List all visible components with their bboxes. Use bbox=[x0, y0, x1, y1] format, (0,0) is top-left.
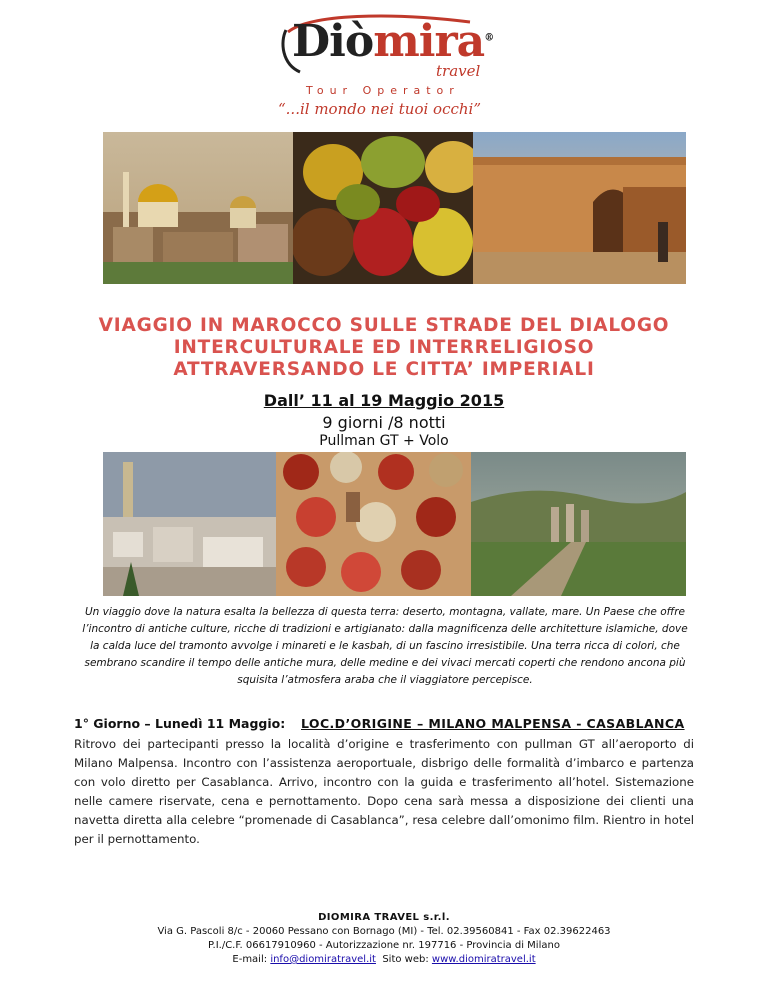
trip-intro: Un viaggio dove la natura esalta la bellezza di questa terra: deserto, montagna, vallate, mare. Un Paese che offre l’incontro di antiche culture, ricche di tradizioni e artigianato: dalla magnificenza delle architetture islamiche, dove la calda luce del tramonto avvolge i minareti e le kasbah, di un fascino irresistibile. Una terra ricca di colori, che sembrano scandire il tempo delle antiche mura, delle medine e dei vivaci mercati coperti che rendono ancona più squisita l’atmosfera araba che il viaggiatore percepisce. bbox=[82, 606, 688, 686]
footer-web-link[interactable]: www.diomiratravel.it bbox=[431, 954, 536, 965]
logo-wordmark bbox=[292, 16, 493, 67]
registered-mark: ® bbox=[484, 32, 494, 44]
day-1-description: Ritrovo dei partecipanti presso la località d’origine e trasferimento con pullman GT all’aeroporto di Milano Malpensa. Incontro con l’assistenza aeroportuale, disbrigo delle formalità d’imbarco e partenza con volo diretto per Casablanca. Arrivo, incontro con la guida e trasferimento all’hotel. Sistemazione nelle camere riservate, cena e pernottamento. Dopo cena sarà messa a disposizione dei clienti una navetta diretta alla celebre “promenade di Casablanca”, resa celebre dall’omonimo film. Rientro in hotel per il pernottamento. bbox=[74, 737, 694, 846]
day-1-label: 1° Giorno – Lunedì 11 Maggio: bbox=[74, 716, 286, 731]
footer-legal: P.I./C.F. 06617910960 - Autorizzazione nr. 197716 - Provincia di Milano bbox=[208, 940, 560, 951]
photo-strip-top bbox=[103, 132, 686, 284]
trip-title bbox=[60, 315, 708, 381]
logo-wordmark-part1: Diò bbox=[292, 16, 374, 67]
photo-city-skyline bbox=[103, 132, 293, 284]
footer-company-name: DIOMIRA TRAVEL s.r.l. bbox=[318, 912, 450, 923]
trip-title-line-1: VIAGGIO IN MAROCCO SULLE STRADE DEL DIALOGO bbox=[98, 315, 670, 336]
footer-address: Via G. Pascoli 8/c - 20060 Pessano con Bornago (MI) - Tel. 02.39560841 - Fax 02.39622463 bbox=[157, 926, 611, 937]
photo-volubilis-ruins bbox=[471, 452, 686, 596]
photo-market-olives bbox=[293, 132, 473, 284]
company-logo bbox=[270, 12, 500, 120]
photo-gate-sunset bbox=[473, 132, 686, 284]
trip-transport: Pullman GT + Volo bbox=[319, 433, 449, 449]
trip-title-line-2: INTERCULTURALE ED INTERRELIGIOSO bbox=[173, 337, 595, 358]
day-1-route: LOC.D’ORIGINE – MILANO MALPENSA - CASABLANCA bbox=[301, 716, 685, 731]
photo-fez-tanneries bbox=[276, 452, 471, 596]
trip-duration: 9 giorni /8 notti bbox=[322, 413, 446, 432]
company-footer bbox=[0, 911, 768, 967]
day-1-header bbox=[74, 716, 694, 736]
photo-strip-middle bbox=[103, 452, 686, 596]
footer-email-label: E-mail: bbox=[232, 954, 268, 965]
logo-travel: travel bbox=[436, 62, 481, 80]
logo-tour-operator: Tour Operator bbox=[306, 84, 460, 97]
trip-title-line-3: ATTRAVERSANDO LE CITTA’ IMPERIALI bbox=[173, 359, 595, 380]
footer-web-label: Sito web: bbox=[382, 954, 429, 965]
photo-casablanca-mosque bbox=[103, 452, 276, 596]
logo-wordmark-part2: mira bbox=[373, 16, 485, 67]
footer-contacts bbox=[0, 953, 768, 967]
logo-slogan: “...il mondo nei tuoi occhi” bbox=[278, 100, 481, 118]
trip-dates: Dall’ 11 al 19 Maggio 2015 bbox=[263, 391, 505, 410]
footer-email-link[interactable]: info@diomiratravel.it bbox=[270, 954, 376, 965]
